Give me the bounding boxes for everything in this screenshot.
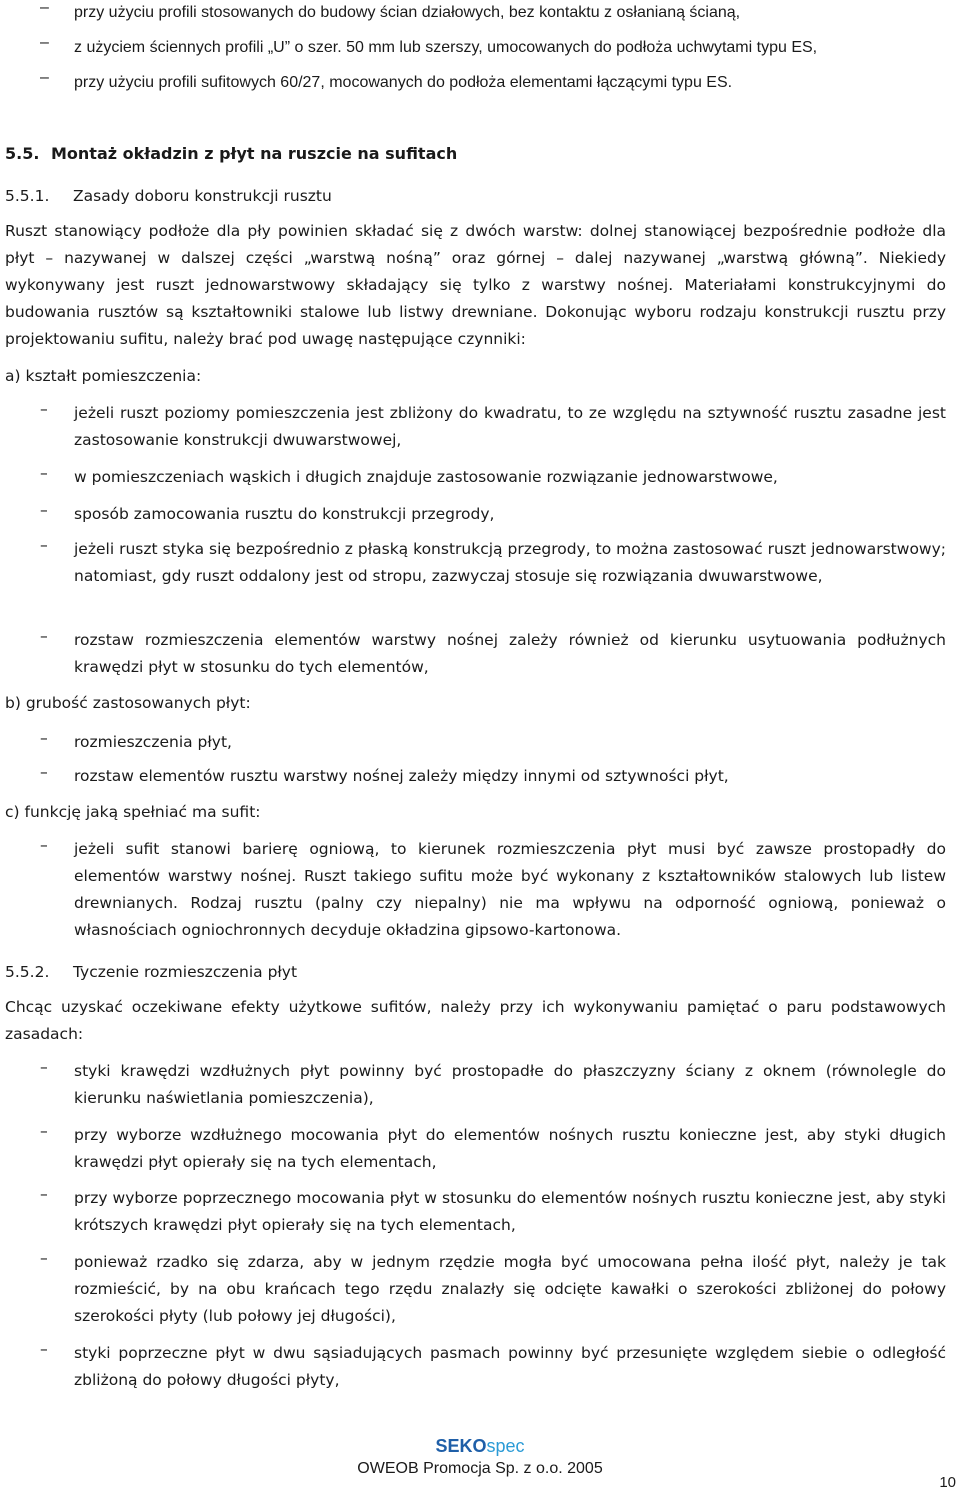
list-label: b) grubość zastosowanych płyt: xyxy=(5,694,251,712)
subsection-number: 5.5.1. xyxy=(5,187,50,205)
dash-bullet: – xyxy=(40,1185,48,1203)
list-label: a) kształt pomieszczenia: xyxy=(5,367,202,385)
footer-company: OWEOB Promocja Sp. z o.o. 2005 xyxy=(357,1460,603,1477)
dash-bullet: – xyxy=(40,464,48,482)
paragraph: Chcąc uzyskać oczekiwane efekty użytkowe sufitów, należy przy ich wykonywaniu pamiętać o paru podstawowych zasadach: xyxy=(5,998,946,1043)
dash-bullet: – xyxy=(40,627,48,645)
dash-bullet: – xyxy=(40,1058,48,1076)
dash-bullet: – xyxy=(40,69,49,86)
dash-bullet: – xyxy=(40,1340,48,1358)
dash-bullet: – xyxy=(40,1249,48,1267)
document-page: – przy użyciu profili stosowanych do budowy ścian działowych, bez kontaktu z osłanianą ścianą, – z użyciem ściennych profili „U” o szer. 50 mm lub szerszy, umocowanych do podłoża uchwytami typu ES, – przy użyciu profili sufitowych 60/27, mocowanych do podłoża elementami łączącymi typu ES. 5.5. Montaż okładzin z płyt na ruszcie na sufitach 5.5.1. Zasady doboru konstrukcji rusztu Ruszt stanowiący podłoże dla pły powinien składać się z dwóch warstw: dolnej stanowiącej bezpośrednie podłoże dla płyt – nazywanej w dalszej części „warstwą nośną” oraz górnej – dalej nazywanej „warstwą główną”. Niekiedy wykonywany jest ruszt jednowarstwowy składający się tylko z warstwy nośnej. Materiałami konstrukcyjnymi do budowania rusztów są kształtowniki stalowe lub listwy drewniane. Dokonując wyboru rodzaju konstrukcji rusztu przy projektowaniu sufitu, należy brać pod uwagę następujące czynniki: a) kształt pomieszczenia: – jeżeli ruszt poziomy pomieszczenia jest zbliżony do kwadratu, to ze względu na sztywność rusztu zasadne jest zastosowanie konstrukcji dwuwarstwowej, – w pomieszczeniach wąskich i długich znajduje zastosowanie rozwiązanie jednowarstwowe, – sposób zamocowania rusztu do konstrukcji przegrody, – jeżeli ruszt styka się bezpośrednio z płaską konstrukcją przegrody, to można zastosować ruszt jednowarstwowy; natomiast, gdy ruszt oddalony jest od stropu, zazwyczaj stosuje się rozwiązania dwuwarstwowe, – rozstaw rozmieszczenia elementów warstwy nośnej zależy również od kierunku usytuowania podłużnych krawędzi płyt w stosunku do tych elementów, b) grubość zastosowanych płyt: – rozmieszczenia płyt, – rozstaw elementów rusztu warstwy nośnej zależy między innymi od sztywności płyt, c) funkcję jaką spełniać ma sufit: – jeżeli sufit stanowi barierę ogniową, to kierunek rozmieszczenia płyt musi być zawsze prostopadły do elementów warstwy nośnej. Ruszt takiego sufitu może być wykonany z kształtowników stalowych lub listew drewnianych. Rodzaj rusztu (palny czy niepalny) nie ma wpływu na odporność ogniową, ponieważ o własnościach ogniochronnych decyduje okładzina gipsowo-kartonowa. 5.5.2. Tyczenie rozmieszczenia płyt Chcąc uzyskać oczekiwane efekty użytkowe sufitów, należy przy ich wykonywaniu pamiętać o paru podstawowych zasadach: – styki krawędzi wzdłużnych płyt powinny być prostopadłe do płaszczyzny ściany z oknem (równolegle do kierunku naświetlania pomieszczenia), – przy wyborze wzdłużnego mocowania płyt do elementów nośnych rusztu konieczne jest, aby styki długich krawędzi płyt opierały się na tych elementach, – przy wyborze poprzecznego mocowania płyt w stosunku do elementów nośnych rusztu konieczne jest, aby styki krótszych krawędzi płyt opierały się na tych elementach, – ponieważ rzadko się zdarza, aby w jednym rzędzie mogła być umocowana pełna ilość płyt, należy je tak rozmieścić, by na obu krańcach tego rzędu znalazły się odcięte kawałki o szerokości zbliżonej do połowy szerokości płyty (lub połowy jej długości), – styki poprzeczne płyt w dwu sąsiadujących pasmach powinny być przesunięte względem siebie o odległość zbliżoną do połowy długości płyty, SEKOspec OWEOB Promocja Sp. z o.o. 2005 10 xyxy=(0,0,960,1492)
dash-bullet: – xyxy=(40,400,48,418)
subsection-number: 5.5.2. xyxy=(5,963,50,981)
dash-bullet: – xyxy=(40,34,49,51)
subsection-title: Zasady doboru konstrukcji rusztu xyxy=(73,187,332,205)
dash-bullet: – xyxy=(40,536,48,554)
subsection-title: Tyczenie rozmieszczenia płyt xyxy=(73,963,298,981)
section-number: 5.5. xyxy=(5,144,40,163)
page-number: 10 xyxy=(939,1474,956,1491)
paragraph: Ruszt stanowiący podłoże dla pły powinien składać się z dwóch warstw: dolnej stanowiącej bezpośrednie podłoże dla płyt – nazywanej w dalszej części „warstwą nośną” oraz górnej – dalej nazywanej „warstwą główną”. Niekiedy wykonywany jest ruszt jednowarstwowy składający się tylko z warstwy nośnej. Materiałami konstrukcyjnymi do budowania rusztów są kształtowniki stalowe lub listwy drewniane. Dokonując wyboru rodzaju konstrukcji rusztu przy projektowaniu sufitu, należy brać pod uwagę następujące czynniki: xyxy=(5,222,946,348)
section-heading xyxy=(5,144,457,163)
dash-bullet: – xyxy=(40,729,48,747)
brand-part-a: SEKO xyxy=(435,1436,487,1456)
dash-bullet: – xyxy=(40,1122,48,1140)
subsection-heading xyxy=(5,187,332,205)
dash-bullet: – xyxy=(40,763,48,781)
dash-bullet: – xyxy=(40,501,48,519)
footer-brand-logo xyxy=(0,1436,960,1457)
dash-bullet: – xyxy=(40,0,49,16)
subsection-heading xyxy=(5,963,297,981)
dash-bullet: – xyxy=(40,836,48,854)
brand-part-b: spec xyxy=(486,1436,525,1456)
list-label: c) funkcję jaką spełniać ma sufit: xyxy=(5,803,261,821)
section-title: Montaż okładzin z płyt na ruszcie na sufitach xyxy=(51,144,458,163)
